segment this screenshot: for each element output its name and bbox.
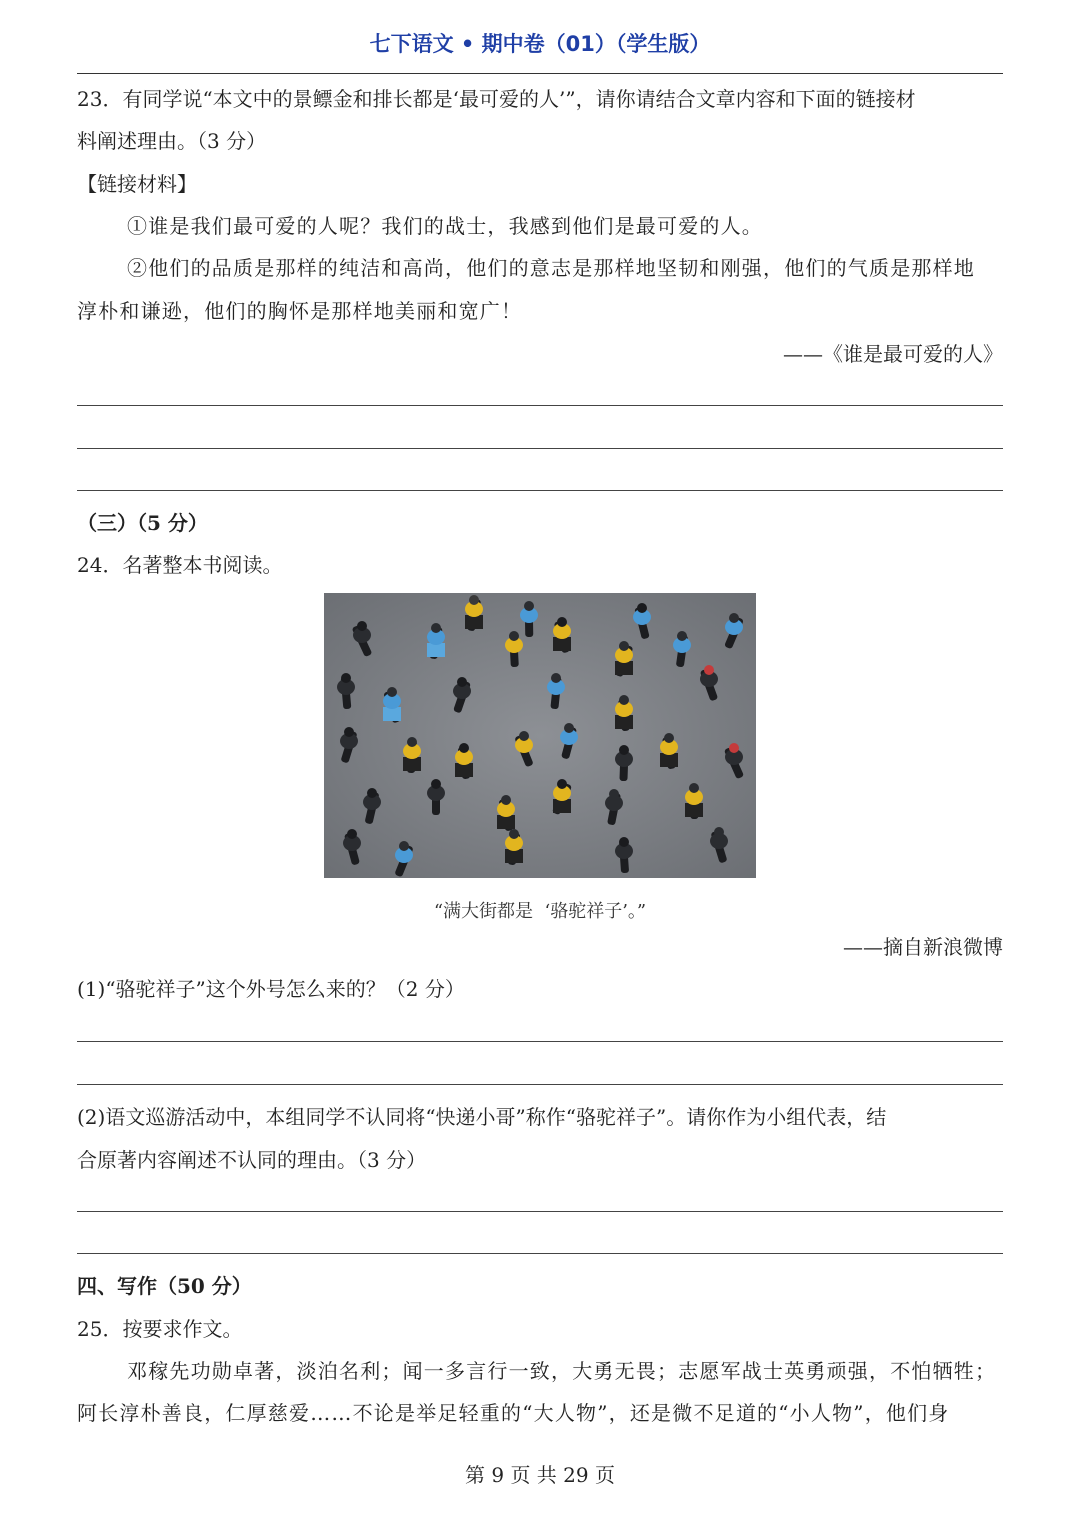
q24-title: 24．名著整本书阅读。 [77, 553, 283, 577]
q25-text-line-2: 阿长淳朴善良，仁厚慈爱……不论是举足轻重的“大人物”，还是微不足道的“小人物”，他们身 [77, 1401, 950, 1425]
answer-line-q23-3[interactable] [77, 490, 1003, 491]
section-3-title: （三）（5 分） [77, 511, 208, 535]
answer-line-q24-1-1[interactable] [77, 1041, 1003, 1042]
q24-sub-question-2-line-2: 合原著内容阐述不认同的理由。（3 分） [77, 1148, 427, 1172]
page-header-title: 七下语文 • 期中卷（01）（学生版） [369, 32, 711, 56]
photo-caption-source: ——摘自新浪微博 [843, 935, 1003, 959]
link-material-para-2-line-1: ②他们的品质是那样的纯洁和高尚，他们的意志是那样地坚韧和刚强，他们的气质是那样地 [127, 256, 975, 280]
link-material-title: 【链接材料】 [77, 172, 197, 196]
link-material-source: ——《谁是最可爱的人》 [783, 342, 1003, 366]
q25-text-line-1: 邓稼先功勋卓著，淡泊名利；闻一多言行一致，大勇无畏；志愿军战士英勇顽强，不怕牺牲； [127, 1359, 997, 1383]
q23-line-1: 23．有同学说“本文中的景鳔金和排长都是‘最可爱的人’”，请你请结合文章内容和下面的链接材 [77, 87, 916, 111]
link-material-para-2-line-2: 淳朴和谦逊，他们的胸怀是那样地美丽和宽广！ [77, 299, 523, 323]
q24-sub-question-2-line-1: (2)语文巡游活动中，本组同学不认同将“快递小哥”称作“骆驼祥子”。请你作为小组代表，结 [77, 1105, 887, 1129]
link-material-para-1: ①谁是我们最可爱的人呢？我们的战士，我感到他们是最可爱的人。 [127, 214, 763, 238]
delivery-riders-photo [324, 593, 756, 878]
answer-line-q24-1-2[interactable] [77, 1084, 1003, 1085]
section-4-title: 四、写作（50 分） [77, 1274, 252, 1298]
answer-line-q24-2-2[interactable] [77, 1253, 1003, 1254]
answer-line-q23-1[interactable] [77, 405, 1003, 406]
answer-line-q23-2[interactable] [77, 448, 1003, 449]
photo-caption: “满大街都是 ‘骆驼祥子’。” [433, 901, 647, 922]
page-number-footer: 第 9 页 共 29 页 [465, 1463, 615, 1487]
q24-sub-question-1: (1)“骆驼祥子”这个外号怎么来的？（2 分） [77, 977, 465, 1001]
q25-title: 25．按要求作文。 [77, 1317, 243, 1341]
delivery-riders-illustration [324, 593, 756, 878]
header-divider [77, 73, 1003, 74]
answer-line-q24-2-1[interactable] [77, 1211, 1003, 1212]
q23-line-2: 料阐述理由。（3 分） [77, 129, 267, 153]
